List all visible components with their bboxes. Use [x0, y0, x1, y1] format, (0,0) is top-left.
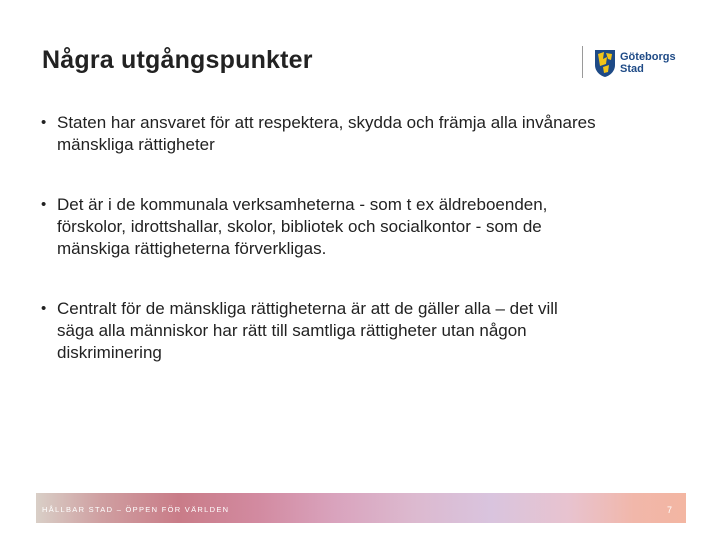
logo-divider	[582, 46, 583, 78]
goteborgs-stad-logo	[594, 46, 676, 80]
bullet-marker: •	[41, 300, 47, 317]
page-number: 7	[667, 505, 673, 515]
bullet-line: mänskiga rättigheterna förverkligas.	[57, 239, 327, 258]
bullet-marker: •	[41, 196, 47, 213]
bullet-line: Staten har ansvaret för att respektera, skydda och främja alla invånares	[57, 113, 596, 132]
logo-line-2: Stad	[620, 63, 644, 75]
logo-line-1: Göteborgs	[620, 51, 676, 63]
bullet-line: säga alla människor har rätt till samtliga rättigheter utan någon	[57, 321, 527, 340]
bullet-item	[41, 112, 681, 156]
bullet-marker: •	[41, 114, 47, 131]
bullet-line: Det är i de kommunala verksamheterna - som t ex äldreboenden,	[57, 195, 548, 214]
bullet-line: Centralt för de mänskliga rättigheterna är att de gäller alla – det vill	[57, 299, 558, 318]
bullet-item	[41, 194, 681, 260]
footer-tagline: HÅLLBAR STAD – ÖPPEN FÖR VÄRLDEN	[42, 505, 230, 514]
city-shield-icon	[594, 48, 616, 78]
bullet-item	[41, 298, 681, 364]
slide-title: Några utgångspunkter	[42, 46, 313, 74]
logo-wordmark	[620, 51, 676, 75]
bullet-list	[41, 112, 681, 402]
bullet-line: förskolor, idrottshallar, skolor, bibliotek och socialkontor - som de	[57, 217, 542, 236]
bullet-line: diskriminering	[57, 343, 162, 362]
bullet-line: mänskliga rättigheter	[57, 135, 215, 154]
